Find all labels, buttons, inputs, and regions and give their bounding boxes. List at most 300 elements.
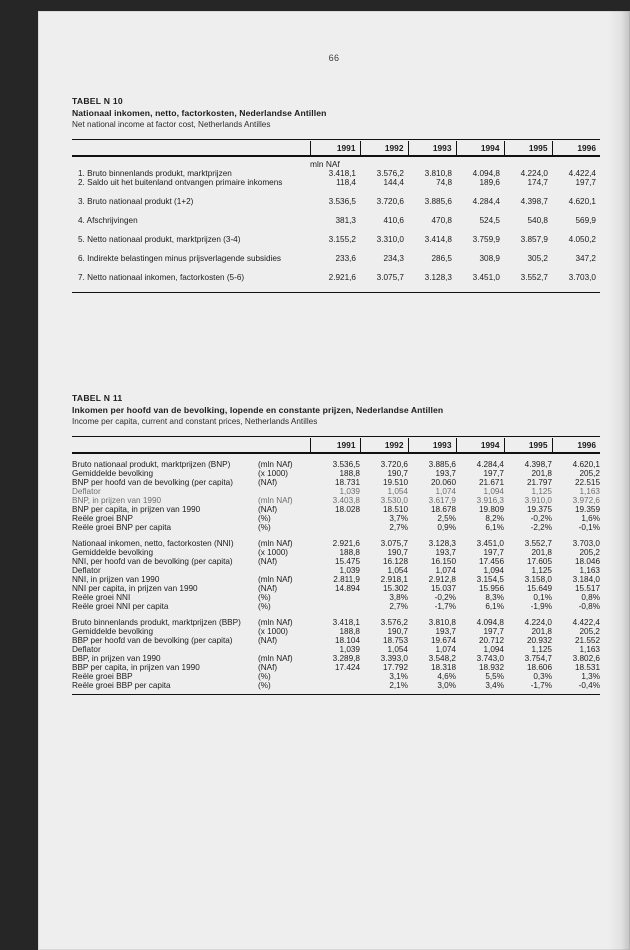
document-page: [38, 11, 630, 950]
table-n10-year-1996: 1996: [552, 141, 600, 156]
row-value-1996: 1,163: [579, 645, 600, 654]
table-row: [72, 235, 600, 244]
row-value-1993: -0,2%: [434, 593, 456, 602]
row-value-1996: 4.422,4: [572, 618, 600, 627]
row-value-1996: 4.422,4: [568, 169, 596, 178]
row-value-1993: 193,7: [435, 548, 456, 557]
row-label: Deflator: [72, 487, 101, 496]
table-n11-year-header: [72, 438, 600, 453]
row-value-1992: 2,7%: [389, 523, 408, 532]
table-n10: [72, 139, 600, 294]
row-label: Reële groei BBP per capita: [72, 681, 171, 690]
row-label: BNP per capita, in prijzen van 1990: [72, 505, 201, 514]
row-label: BBP per hoofd van de bevolking (per capita): [72, 636, 233, 645]
row-unit: [258, 566, 310, 575]
row-unit: (%): [258, 602, 271, 611]
row-value-1994: 1,094: [483, 487, 504, 496]
row-value-1996: 19.359: [574, 505, 600, 514]
row-value-1994: 21.671: [478, 478, 504, 487]
row-value-1995: 3.857,9: [520, 235, 548, 244]
row-value-1993: 4,6%: [437, 672, 456, 681]
row-unit: (mln NAf): [258, 496, 293, 505]
table-n11-unit-corner: [258, 438, 310, 453]
row-value-1993: 193,7: [435, 469, 456, 478]
row-value-1994: 8,3%: [485, 593, 504, 602]
row-value-1995: 15.649: [526, 584, 552, 593]
row-value-1992: 3.075,7: [380, 539, 408, 548]
table-n10-code: TABEL N 10: [72, 96, 123, 106]
table-row: [72, 254, 600, 263]
row-value-1991: 18.731: [334, 478, 360, 487]
row-label: Bruto nationaal produkt, marktprijzen (BNP): [72, 460, 231, 469]
row-value-1996: -0,8%: [578, 602, 600, 611]
row-label: BBP, in prijzen van 1990: [72, 654, 161, 663]
row-value-1992: 1,054: [387, 566, 408, 575]
row-value-1994: 20.712: [478, 636, 504, 645]
row-value-1993: 3.128,3: [424, 273, 452, 282]
table-n10-year-1993: 1993: [408, 141, 456, 156]
table-row: [72, 216, 600, 225]
row-value-1993: 3.810,8: [424, 169, 452, 178]
row-value-1993: 15.037: [430, 584, 456, 593]
row-value-1991: [310, 593, 360, 602]
table-n10-corner: [72, 141, 310, 156]
row-value-1991: 3.536,5: [328, 197, 356, 206]
row-value-1994: 197,7: [483, 627, 504, 636]
row-unit: (mln NAf): [258, 654, 293, 663]
row-value-1995: 3.754,7: [524, 654, 552, 663]
table-row: [72, 197, 600, 206]
row-value-1992: 3.720,6: [376, 197, 404, 206]
row-value-1996: 197,7: [575, 178, 596, 187]
row-label: BBP per capita, in prijzen van 1990: [72, 663, 200, 672]
row-value-1991: 188,8: [339, 627, 360, 636]
table-row: [72, 557, 600, 566]
row-unit: [258, 645, 310, 654]
row-unit: (%): [258, 672, 271, 681]
row-gap: [72, 206, 600, 216]
table-n10-year-1992: 1992: [360, 141, 408, 156]
row-gap: [72, 187, 600, 197]
row-value-1996: 205,2: [579, 548, 600, 557]
row-value-1994: 18.932: [478, 663, 504, 672]
row-value-1996: 4.620,1: [568, 197, 596, 206]
row-value-1991: 3.155,2: [328, 235, 356, 244]
row-value-1995: 4.224,0: [520, 169, 548, 178]
row-gap: [72, 244, 600, 254]
row-value-1991: 3.403,8: [332, 496, 360, 505]
row-value-1994: 3.451,0: [472, 273, 500, 282]
row-value-1995: 201,8: [531, 627, 552, 636]
table-n11-year-1993: 1993: [408, 438, 456, 453]
table-row: [72, 636, 600, 645]
table-row: [72, 663, 600, 672]
row-value-1996: 22.515: [574, 478, 600, 487]
table-row: [72, 178, 600, 187]
row-value-1993: 1,074: [435, 566, 456, 575]
group-gap: [72, 532, 600, 539]
row-value-1992: 3.530,0: [380, 496, 408, 505]
table-n10-body: [72, 159, 600, 282]
row-value-1992: 3.576,2: [376, 169, 404, 178]
row-value-1996: 1,3%: [581, 672, 600, 681]
table-row: [72, 575, 600, 584]
row-value-1993: -1,7%: [434, 602, 456, 611]
table-row: [72, 618, 600, 627]
row-value-1995: 4.398,7: [520, 197, 548, 206]
row-value-1995: 19.375: [526, 505, 552, 514]
row-value-1996: 205,2: [579, 469, 600, 478]
table-n10-year-header: [72, 141, 600, 156]
row-value-1991: 3.418,1: [332, 618, 360, 627]
table-n11-block: [72, 393, 600, 696]
table-row: [72, 505, 600, 514]
row-label: Reële groei BNP per capita: [72, 523, 172, 532]
table-n10-units-row: [72, 159, 600, 169]
row-unit: (mln NAf): [258, 575, 293, 584]
row-value-1994: 3,4%: [485, 681, 504, 690]
table-row: [72, 584, 600, 593]
row-value-1996: 21.552: [574, 636, 600, 645]
table-row: [72, 672, 600, 681]
row-unit: (x 1000): [258, 548, 289, 557]
row-value-1991: 233,6: [335, 254, 356, 263]
row-value-1995: 20.932: [526, 636, 552, 645]
row-value-1993: 2,5%: [437, 514, 456, 523]
row-value-1992: 18.510: [382, 505, 408, 514]
row-value-1993: 2.912,8: [428, 575, 456, 584]
table-n11-body: [72, 456, 600, 690]
row-value-1994: 4.094,8: [472, 169, 500, 178]
row-value-1991: 17.424: [334, 663, 360, 672]
row-value-1991: [310, 681, 360, 690]
table-n11-title-en: Income per capita, current and constant prices, Netherlands Antilles: [72, 417, 318, 426]
table-n10-foot: [72, 282, 600, 294]
row-gap: [72, 225, 600, 235]
row-value-1992: 2,1%: [389, 681, 408, 690]
row-value-1996: 15.517: [574, 584, 600, 593]
row-label: Reële groei BNP: [72, 514, 133, 523]
row-unit: (NAf): [258, 636, 278, 645]
row-value-1994: 4.284,4: [472, 197, 500, 206]
row-value-1994: 3.154,5: [476, 575, 504, 584]
page-number: 66: [328, 53, 340, 63]
row-value-1994: 8,2%: [485, 514, 504, 523]
row-value-1993: 20.060: [430, 478, 456, 487]
table-row: [72, 460, 600, 469]
table-n10-block: [72, 96, 600, 294]
row-value-1996: 4.050,2: [568, 235, 596, 244]
table-n10-year-1994: 1994: [456, 141, 504, 156]
row-value-1994: 4.094,8: [476, 618, 504, 627]
row-value-1994: 4.284,4: [476, 460, 504, 469]
row-label: BNP, in prijzen van 1990: [72, 496, 162, 505]
group-gap: [72, 611, 600, 618]
row-unit: (NAf): [258, 584, 278, 593]
row-value-1992: 3.393,0: [380, 654, 408, 663]
row-value-1991: 18.028: [334, 505, 360, 514]
table-n11-code: TABEL N 11: [72, 393, 123, 403]
row-value-1992: 3.576,2: [380, 618, 408, 627]
row-label: Gemiddelde bevolking: [72, 469, 154, 478]
row-value-1992: 3,1%: [389, 672, 408, 681]
row-label: Bruto binnenlands produkt, marktprijzen (BBP): [72, 618, 241, 627]
row-value-1992: 1,054: [387, 487, 408, 496]
table-n11-head: [72, 437, 600, 457]
row-value-1995: -1,9%: [530, 602, 552, 611]
row-value-1991: [310, 514, 360, 523]
table-n11-year-1992: 1992: [360, 438, 408, 453]
row-value-1995: 201,8: [531, 469, 552, 478]
row-value-1992: 144,4: [383, 178, 404, 187]
row-value-1992: 17.792: [382, 663, 408, 672]
row-value-1991: 2.921,6: [328, 273, 356, 282]
row-value-1995: 0,3%: [533, 672, 552, 681]
row-label: 2. Saldo uit het buitenland ontvangen primaire inkomens: [78, 178, 283, 187]
row-value-1992: 2,7%: [389, 602, 408, 611]
row-value-1992: 190,7: [387, 627, 408, 636]
row-value-1996: 1,6%: [581, 514, 600, 523]
table-row: [72, 169, 600, 178]
row-unit: (x 1000): [258, 469, 289, 478]
row-value-1994: 3.451,0: [476, 539, 504, 548]
row-value-1994: 197,7: [483, 469, 504, 478]
row-unit: (mln NAf): [258, 539, 293, 548]
row-value-1995: 1,125: [531, 566, 552, 575]
row-value-1995: 17.605: [526, 557, 552, 566]
row-value-1995: 4.224,0: [524, 618, 552, 627]
row-value-1992: 15.302: [382, 584, 408, 593]
table-row: [72, 487, 600, 496]
row-label: Gemiddelde bevolking: [72, 548, 154, 557]
row-value-1992: 3,7%: [389, 514, 408, 523]
row-value-1996: 3.184,0: [572, 575, 600, 584]
row-value-1993: 3.885,6: [428, 460, 456, 469]
row-value-1994: 1,094: [483, 645, 504, 654]
table-n10-units-banner: mln NAf: [310, 159, 340, 169]
table-row: [72, 627, 600, 636]
row-label: 5. Netto nationaal produkt, marktprijzen (3-4): [78, 235, 241, 244]
row-value-1994: 19.809: [478, 505, 504, 514]
table-n11-year-1995: 1995: [504, 438, 552, 453]
row-value-1995: 3.552,7: [520, 273, 548, 282]
row-value-1993: 0,9%: [437, 523, 456, 532]
row-value-1996: 0,8%: [581, 593, 600, 602]
row-unit: (%): [258, 514, 271, 523]
row-unit: (%): [258, 593, 271, 602]
table-row: [72, 523, 600, 532]
row-label: NNI, in prijzen van 1990: [72, 575, 160, 584]
row-value-1992: 3.075,7: [376, 273, 404, 282]
table-n11-year-1996: 1996: [552, 438, 600, 453]
table-row: [72, 566, 600, 575]
row-value-1995: 0,1%: [533, 593, 552, 602]
row-label: Reële groei NNI per capita: [72, 602, 169, 611]
table-row: [72, 469, 600, 478]
row-label: Deflator: [72, 645, 101, 654]
row-label: 7. Netto nationaal inkomen, factorkosten (5-6): [78, 273, 245, 282]
table-n10-year-1991: 1991: [310, 141, 360, 156]
row-unit: (mln NAf): [258, 460, 293, 469]
row-value-1991: 15.475: [334, 557, 360, 566]
row-value-1991: [310, 523, 360, 532]
row-value-1995: 201,8: [531, 548, 552, 557]
row-value-1994: 6,1%: [485, 602, 504, 611]
row-value-1996: 3.802,6: [572, 654, 600, 663]
row-value-1995: -1,7%: [530, 681, 552, 690]
row-value-1996: 18.046: [574, 557, 600, 566]
table-n11: [72, 436, 600, 696]
table-n11-year-1994: 1994: [456, 438, 504, 453]
row-unit: (NAf): [258, 663, 278, 672]
row-value-1993: 3.885,6: [424, 197, 452, 206]
row-value-1991: 1,039: [339, 645, 360, 654]
row-value-1994: 3.759,9: [472, 235, 500, 244]
row-unit: (NAf): [258, 557, 278, 566]
row-label: 4. Afschrijvingen: [78, 216, 138, 225]
row-value-1995: 540,8: [527, 216, 548, 225]
row-value-1992: 234,3: [383, 254, 404, 263]
table-n10-title-en: Net national income at factor cost, Netherlands Antilles: [72, 120, 271, 129]
row-value-1992: 18.753: [382, 636, 408, 645]
row-value-1991: 14.894: [334, 584, 360, 593]
row-value-1995: 305,2: [527, 254, 548, 263]
row-value-1993: 18.678: [430, 505, 456, 514]
row-value-1993: 19.674: [430, 636, 456, 645]
row-value-1993: 470,8: [431, 216, 452, 225]
row-value-1994: 524,5: [479, 216, 500, 225]
row-value-1996: 3.703,0: [568, 273, 596, 282]
row-value-1996: 3.972,6: [572, 496, 600, 505]
row-value-1993: 3.810,8: [428, 618, 456, 627]
row-value-1994: 197,7: [483, 548, 504, 557]
row-value-1995: 3.910,0: [524, 496, 552, 505]
row-value-1996: 1,163: [579, 487, 600, 496]
row-value-1996: 1,163: [579, 566, 600, 575]
table-n10-year-1995: 1995: [504, 141, 552, 156]
table-n11-title-nl: Inkomen per hoofd van de bevolking, lopende en constante prijzen, Nederlandse Antillen: [72, 405, 444, 415]
row-unit: [258, 487, 310, 496]
row-label: NNI per capita, in prijzen van 1990: [72, 584, 198, 593]
row-value-1995: 21.797: [526, 478, 552, 487]
row-value-1992: 3,8%: [389, 593, 408, 602]
table-row: [72, 478, 600, 487]
table-n11-foot: [72, 690, 600, 696]
row-unit: (%): [258, 681, 271, 690]
row-value-1993: 1,074: [435, 487, 456, 496]
table-row: [72, 514, 600, 523]
row-value-1996: -0,1%: [578, 523, 600, 532]
row-value-1991: 2.921,6: [332, 539, 360, 548]
row-value-1996: 205,2: [579, 627, 600, 636]
table-n11-year-1991: 1991: [310, 438, 360, 453]
row-value-1991: 381,3: [335, 216, 356, 225]
row-value-1995: 3.158,0: [524, 575, 552, 584]
row-value-1996: 4.620,1: [572, 460, 600, 469]
row-value-1996: 3.703,0: [572, 539, 600, 548]
row-value-1991: 1,039: [339, 487, 360, 496]
table-row: [72, 645, 600, 654]
row-value-1994: 5,5%: [485, 672, 504, 681]
row-value-1993: 3.128,3: [428, 539, 456, 548]
table-row: [72, 654, 600, 663]
row-value-1996: 569,9: [575, 216, 596, 225]
row-value-1994: 189,6: [479, 178, 500, 187]
row-value-1994: 3.916,3: [476, 496, 504, 505]
table-n10-units-spacer: [72, 159, 310, 169]
table-row: [72, 681, 600, 690]
row-value-1992: 2.918,1: [380, 575, 408, 584]
row-value-1991: 1,039: [339, 566, 360, 575]
row-value-1995: 1,125: [531, 645, 552, 654]
row-value-1992: 3.310,0: [376, 235, 404, 244]
row-unit: (NAf): [258, 478, 278, 487]
row-value-1993: 3.548,2: [428, 654, 456, 663]
row-value-1991: 188,8: [339, 548, 360, 557]
row-value-1991: 3.289,8: [332, 654, 360, 663]
row-label: Nationaal inkomen, netto, factorkosten (NNI): [72, 539, 234, 548]
row-value-1996: 18.531: [574, 663, 600, 672]
row-label: Reële groei BBP: [72, 672, 133, 681]
row-value-1993: 74,8: [436, 178, 452, 187]
row-value-1996: -0,4%: [578, 681, 600, 690]
row-value-1992: 190,7: [387, 469, 408, 478]
row-value-1991: 188,8: [339, 469, 360, 478]
row-value-1992: 1,054: [387, 645, 408, 654]
row-value-1994: 6,1%: [485, 523, 504, 532]
row-unit: (NAf): [258, 505, 278, 514]
row-label: Reële groei NNI: [72, 593, 131, 602]
table-row: [72, 496, 600, 505]
row-value-1993: 18.318: [430, 663, 456, 672]
row-value-1995: 174,7: [527, 178, 548, 187]
row-value-1991: 18.104: [334, 636, 360, 645]
row-gap: [72, 263, 600, 273]
row-value-1993: 286,5: [431, 254, 452, 263]
row-value-1993: 3.414,8: [424, 235, 452, 244]
row-unit: (x 1000): [258, 627, 289, 636]
row-value-1991: 3.418,1: [328, 169, 356, 178]
table-row: [72, 593, 600, 602]
row-value-1994: 15.956: [478, 584, 504, 593]
row-value-1992: 3.720,6: [380, 460, 408, 469]
row-label: 6. Indirekte belastingen minus prijsverlagende subsidies: [78, 254, 281, 263]
row-value-1991: [310, 602, 360, 611]
row-value-1991: 2.811,9: [333, 575, 360, 584]
row-value-1992: 19.510: [382, 478, 408, 487]
row-value-1993: 3,0%: [437, 681, 456, 690]
row-value-1991: 3.536,5: [332, 460, 360, 469]
row-value-1994: 308,9: [479, 254, 500, 263]
row-label: BNP per hoofd van de bevolking (per capita): [72, 478, 233, 487]
row-label: 1. Bruto binnenlands produkt, marktprijzen: [78, 169, 232, 178]
row-value-1991: 118,4: [336, 178, 356, 187]
row-value-1992: 16.128: [382, 557, 408, 566]
row-value-1993: 193,7: [435, 627, 456, 636]
row-value-1995: 1,125: [531, 487, 552, 496]
row-value-1996: 347,2: [575, 254, 596, 263]
row-value-1994: 3.743,0: [476, 654, 504, 663]
table-row: [72, 539, 600, 548]
table-n10-title-nl: Nationaal inkomen, netto, factorkosten, Nederlandse Antillen: [72, 108, 327, 118]
row-label: NNI, per hoofd van de bevolking (per capita): [72, 557, 233, 566]
row-value-1992: 190,7: [387, 548, 408, 557]
table-n11-corner: [72, 438, 258, 453]
row-label: 3. Bruto nationaal produkt (1+2): [78, 197, 194, 206]
row-value-1995: 18.606: [526, 663, 552, 672]
row-unit: (mln NAf): [258, 618, 293, 627]
row-value-1993: 16.150: [430, 557, 456, 566]
